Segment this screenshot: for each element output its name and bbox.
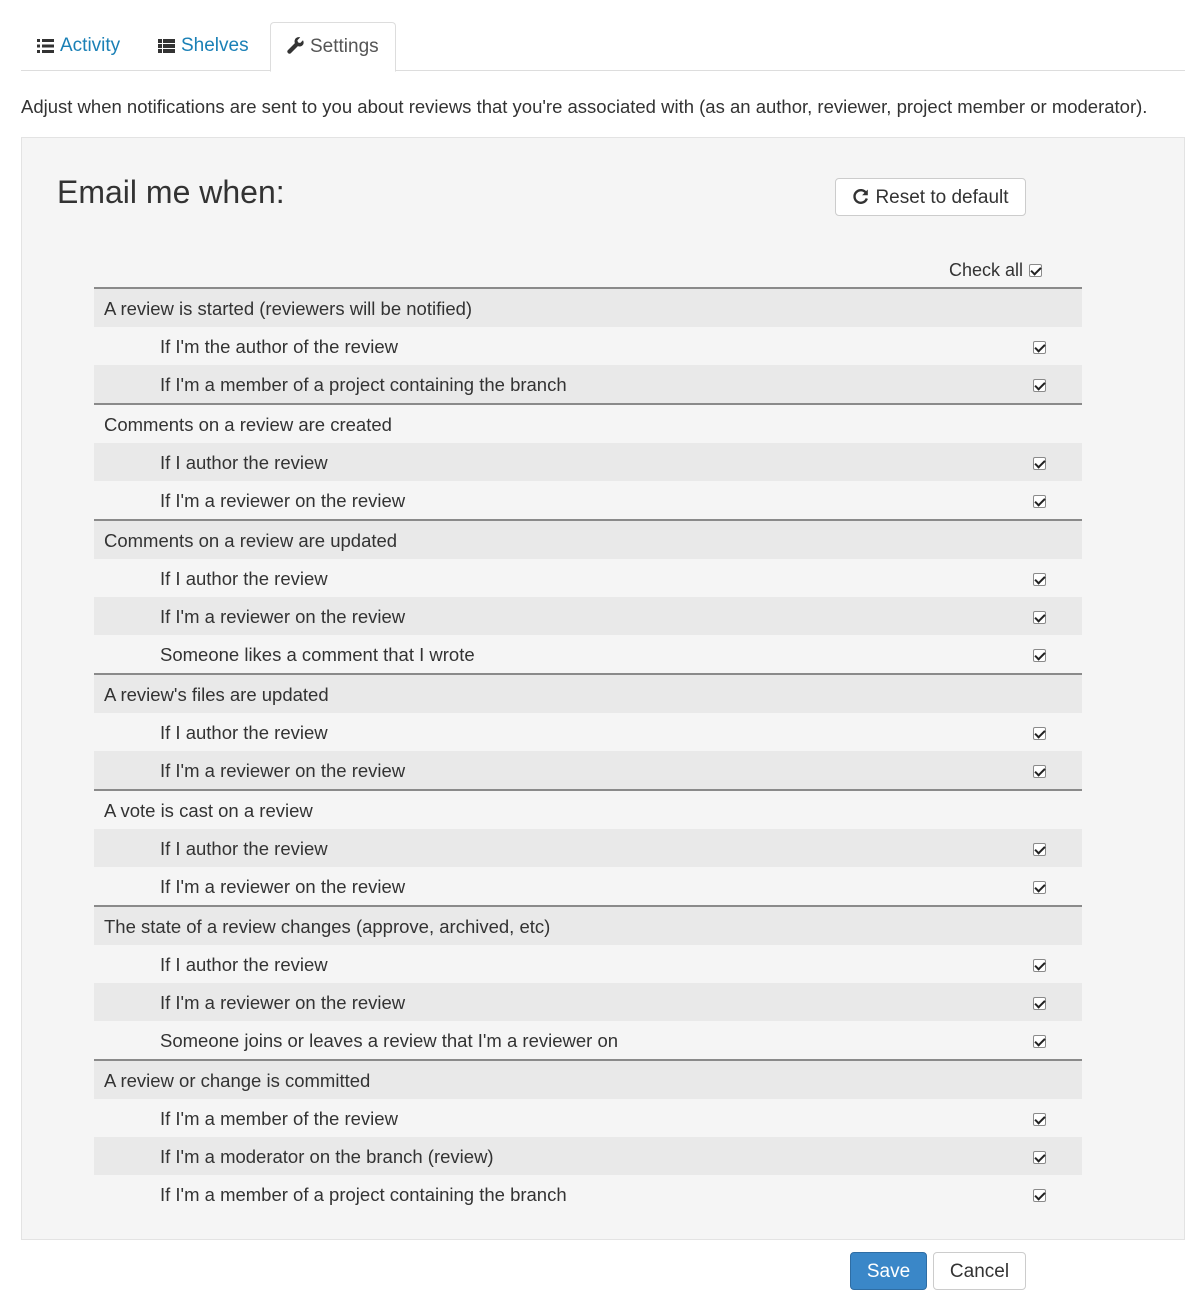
notification-group (94, 519, 1082, 673)
option-row (94, 1137, 1082, 1175)
group-title-row (94, 675, 1082, 713)
option-checkbox[interactable] (1033, 959, 1046, 972)
option-label: If I'm a member of a project containing the branch (160, 1184, 567, 1205)
option-label: If I'm a moderator on the branch (review) (160, 1146, 494, 1167)
option-label: If I'm a reviewer on the review (160, 490, 406, 511)
option-row (94, 597, 1082, 635)
option-checkbox[interactable] (1033, 1113, 1046, 1126)
check-all-checkbox[interactable] (1029, 264, 1042, 277)
tab-settings[interactable] (270, 22, 396, 72)
option-row (94, 867, 1082, 905)
notification-settings-panel (21, 137, 1185, 1240)
check-all-label: Check all (949, 260, 1024, 280)
nav-tabs (21, 22, 1185, 71)
option-row (94, 1021, 1082, 1059)
reset-to-default-button[interactable] (835, 178, 1026, 216)
notification-group (94, 1059, 1082, 1213)
option-row (94, 829, 1082, 867)
option-row (94, 635, 1082, 673)
group-title: Comments on a review are created (104, 414, 392, 435)
tab-shelves[interactable] (158, 22, 249, 71)
option-label: If I'm a reviewer on the review (160, 992, 406, 1013)
option-checkbox[interactable] (1033, 573, 1046, 586)
option-label: If I author the review (160, 568, 328, 589)
notification-group (94, 287, 1082, 403)
option-label: If I'm a member of the review (160, 1108, 398, 1129)
option-checkbox[interactable] (1033, 611, 1046, 624)
option-checkbox[interactable] (1033, 457, 1046, 470)
group-title-row (94, 521, 1082, 559)
group-title: The state of a review changes (approve, archived, etc) (104, 916, 551, 937)
option-row (94, 559, 1082, 597)
option-row (94, 1099, 1082, 1137)
tab-shelves-label: Shelves (181, 35, 249, 56)
option-checkbox[interactable] (1033, 649, 1046, 662)
option-label: If I'm a member of a project containing the branch (160, 374, 567, 395)
option-label: Someone joins or leaves a review that I'm a reviewer on (160, 1030, 619, 1051)
option-checkbox[interactable] (1033, 341, 1046, 354)
tab-settings-label: Settings (310, 36, 379, 57)
option-checkbox[interactable] (1033, 765, 1046, 778)
option-checkbox[interactable] (1033, 1189, 1046, 1202)
option-checkbox[interactable] (1033, 997, 1046, 1010)
option-checkbox[interactable] (1033, 843, 1046, 856)
notification-group (94, 789, 1082, 905)
tab-activity[interactable] (37, 22, 120, 71)
option-label: If I author the review (160, 452, 328, 473)
group-title-row (94, 1061, 1082, 1099)
option-row (94, 1175, 1082, 1213)
page-title: Email me when: (57, 174, 285, 210)
option-checkbox[interactable] (1033, 727, 1046, 740)
option-row (94, 481, 1082, 519)
option-label: If I author the review (160, 722, 328, 743)
tab-activity-label: Activity (60, 35, 121, 56)
option-row (94, 945, 1082, 983)
notification-group (94, 905, 1082, 1059)
option-label: If I'm a reviewer on the review (160, 876, 406, 897)
option-row (94, 327, 1082, 365)
option-checkbox[interactable] (1033, 881, 1046, 894)
th-list-icon (158, 39, 175, 53)
option-checkbox[interactable] (1033, 1151, 1046, 1164)
group-title-row (94, 405, 1082, 443)
option-checkbox[interactable] (1033, 495, 1046, 508)
group-title-row (94, 289, 1082, 327)
notification-group (94, 403, 1082, 519)
option-label: If I'm a reviewer on the review (160, 606, 406, 627)
option-label: If I author the review (160, 838, 328, 859)
option-checkbox[interactable] (1033, 1035, 1046, 1048)
group-title-row (94, 907, 1082, 945)
notification-group (94, 673, 1082, 789)
group-title: Comments on a review are updated (104, 530, 398, 551)
option-row (94, 751, 1082, 789)
option-label: If I'm the author of the review (160, 336, 398, 357)
option-row (94, 365, 1082, 403)
option-row (94, 713, 1082, 751)
group-title-row (94, 791, 1082, 829)
list-icon (37, 39, 54, 53)
settings-description: Adjust when notifications are sent to you about reviews that you're associated with (as an author, reviewer, project member or moderator). (21, 96, 1148, 117)
save-button[interactable]: Save (850, 1252, 927, 1290)
option-checkbox[interactable] (1033, 379, 1046, 392)
group-title: A review's files are updated (104, 684, 329, 705)
group-title: A review is started (reviewers will be notified) (104, 298, 473, 319)
wrench-icon (287, 37, 304, 54)
option-row (94, 983, 1082, 1021)
notification-table (94, 287, 1082, 1213)
group-title: A vote is cast on a review (104, 800, 313, 821)
refresh-icon (852, 188, 869, 205)
group-title: A review or change is committed (104, 1070, 371, 1091)
option-label: If I'm a reviewer on the review (160, 760, 406, 781)
reset-label: Reset to default (875, 187, 1009, 208)
option-row (94, 443, 1082, 481)
option-label: If I author the review (160, 954, 328, 975)
check-all (949, 260, 1042, 281)
cancel-button[interactable]: Cancel (933, 1252, 1026, 1290)
option-label: Someone likes a comment that I wrote (160, 644, 475, 665)
